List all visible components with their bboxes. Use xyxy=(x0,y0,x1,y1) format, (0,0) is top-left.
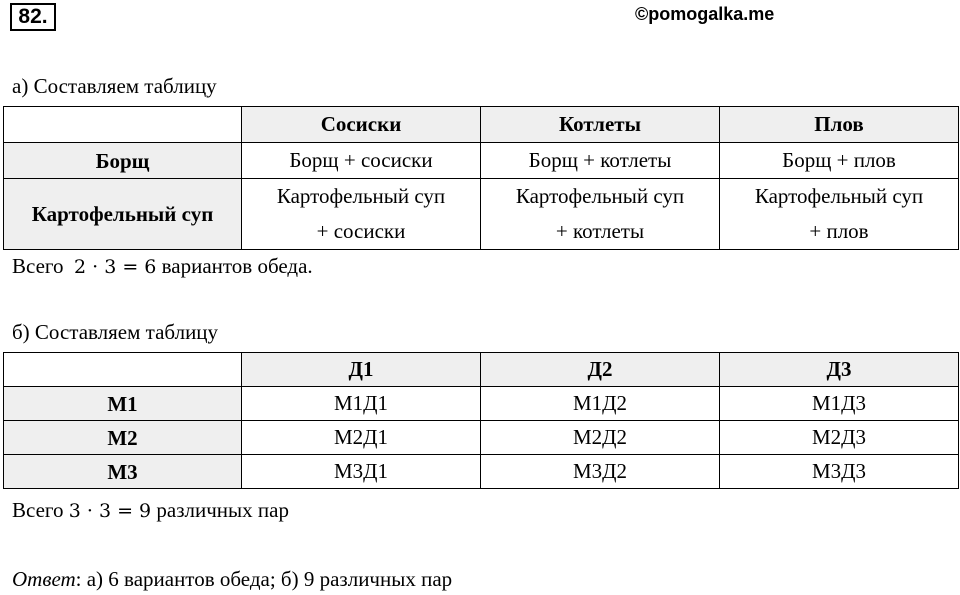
table-cell: М1Д2 xyxy=(481,387,720,421)
part-b-intro: б) Составляем таблицу xyxy=(12,320,219,344)
part-a-table xyxy=(3,106,959,250)
answer-line xyxy=(12,567,452,592)
problem-number: 82. xyxy=(10,3,56,31)
column-header: Сосиски xyxy=(242,107,481,143)
column-header: Д3 xyxy=(720,353,959,387)
column-header: Плов xyxy=(720,107,959,143)
table-cell: М2Д2 xyxy=(481,421,720,455)
row-header: Борщ xyxy=(4,143,242,179)
answer-label: Ответ xyxy=(12,567,76,591)
part-b-table xyxy=(3,352,959,489)
cell-line: Картофельный суп xyxy=(754,184,924,208)
cell-line: Картофельный суп xyxy=(276,184,446,208)
table-cell: М2Д3 xyxy=(720,421,959,455)
table-cell: М3Д1 xyxy=(242,455,481,489)
table-corner-cell xyxy=(4,353,242,387)
table-cell: Борщ + плов xyxy=(720,143,959,179)
answer-text: : а) 6 вариантов обеда; б) 9 различных пар xyxy=(75,567,453,591)
table-corner-cell xyxy=(4,107,242,143)
table-cell: Борщ + котлеты xyxy=(481,143,720,179)
part-a-total xyxy=(12,254,313,279)
cell-line: Картофельный суп xyxy=(515,184,685,208)
cell-line: + котлеты xyxy=(555,219,645,243)
table-cell: М1Д1 xyxy=(242,387,481,421)
total-formula: 2 · 3 = 6 xyxy=(74,256,157,278)
part-b-total xyxy=(12,498,289,523)
watermark: ©pomogalka.me xyxy=(635,4,775,24)
column-header: Д2 xyxy=(481,353,720,387)
row-header: М3 xyxy=(4,455,242,489)
table-cell xyxy=(481,179,720,250)
table-cell: М2Д1 xyxy=(242,421,481,455)
total-suffix: различных пар xyxy=(156,498,289,522)
table-cell: М1Д3 xyxy=(720,387,959,421)
column-header: Котлеты xyxy=(481,107,720,143)
column-header: Д1 xyxy=(242,353,481,387)
table-cell: Борщ + сосиски xyxy=(242,143,481,179)
total-formula: 3 · 3 = 9 xyxy=(68,500,152,522)
table-cell xyxy=(720,179,959,250)
cell-line: + плов xyxy=(809,219,869,243)
row-header: Картофельный суп xyxy=(4,179,242,250)
row-header: М2 xyxy=(4,421,242,455)
cell-line: + сосиски xyxy=(316,219,406,243)
part-a-intro: а) Составляем таблицу xyxy=(12,74,217,98)
row-header: М1 xyxy=(4,387,242,421)
table-cell: М3Д3 xyxy=(720,455,959,489)
total-suffix: вариантов обеда. xyxy=(161,254,313,278)
total-prefix: Всего xyxy=(12,498,64,522)
total-prefix: Всего xyxy=(12,254,64,278)
table-cell: М3Д2 xyxy=(481,455,720,489)
table-cell xyxy=(242,179,481,250)
